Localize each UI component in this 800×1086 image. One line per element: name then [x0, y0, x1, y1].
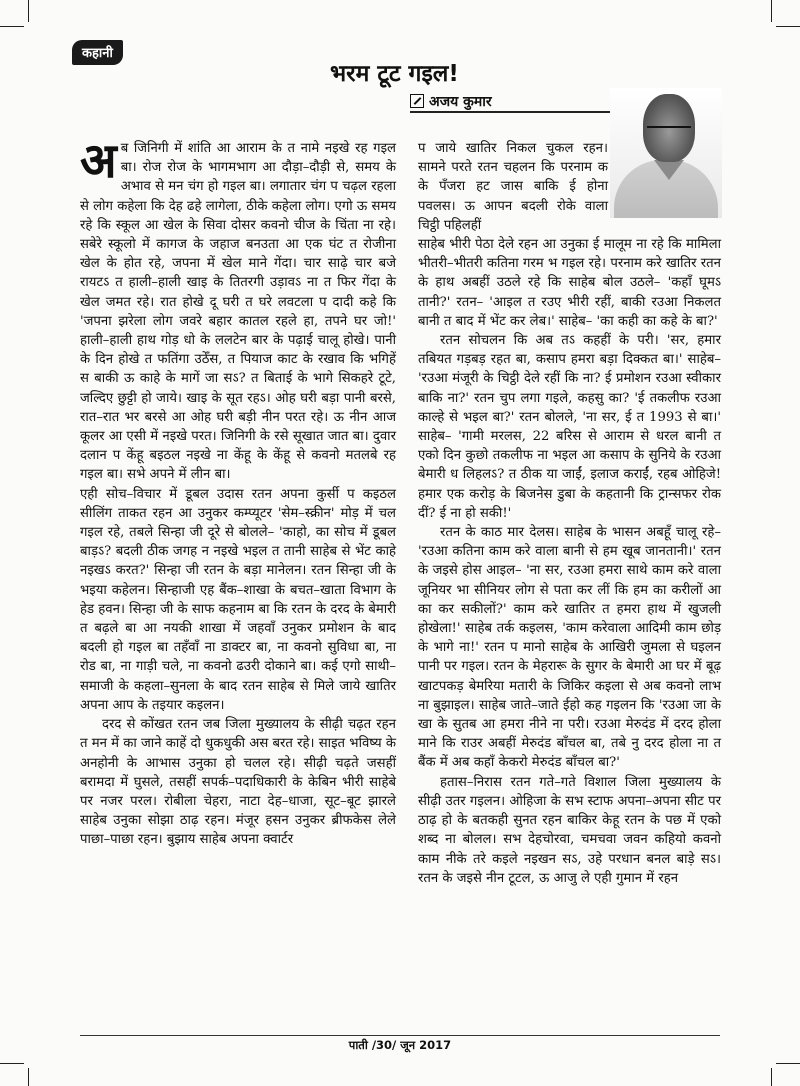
body-column-right: [418, 235, 721, 888]
paragraph: साहेब भीरी पेठा देले रहन आ उनुका ई मालूम ना रहे कि मामिला भीतरी–भीतरी कतिना गरम भ गइल रहे। परनाम करे खातिर रतन के हाथ अबहीं उठले रहे कि साहेब बोल उठले– 'कहाँ घूमऽ तानी?' रतन– 'आइल त रउए भीरी रहीं, बाकी रउआ निकलत बानी त बाद में भेंट कर लेब।' साहेब– 'का कही का कहे के बा?': [418, 237, 721, 329]
author-byline: [410, 92, 492, 110]
photo-glasses: [647, 126, 691, 136]
footer-rule: [80, 1035, 720, 1036]
page-footer: पाती /30/ जून 2017: [348, 1038, 452, 1052]
body-column-left: [80, 133, 396, 850]
pen-icon: [410, 94, 424, 108]
crop-mark: [28, 0, 29, 22]
crop-mark: [0, 26, 24, 27]
paragraph: रतन सोचलन कि अब तऽ कहहीं के परी। 'सर, हमार तबियत गड़बड़ रहत बा, कसाप हमरा बड़ा दिक्कत बा।' साहेब– 'रउआ मंजूरी के चिट्ठी देले रहीं कि ना? ई प्रमोशन रउआ स्वीकार बाकि ना?' रतन चुप लगा गइले, कहसु का? 'ई तकलीफ रउआ काल्हे से भइल बा?' रतन बोलले, 'ना सर, ई त 1993 से बा।' साहेब– 'गामी मरलस, 22 बरिस से आराम से धरल बानी त एको दिन कुछो तकलीफ ना भइल आ कसाप के सुनिये के रउआ बेमारी ध लिहलऽ? त ठीक या जाईं, इलाज कराईं, रहब ओहिजे! हमार एक करोड़ के बिजनेस डुबा के कहतानी कि ट्रान्सफर रोक दीं? ई ना हो सकी!': [418, 333, 721, 521]
paragraph: एही सोच–विचार में डूबल उदास रतन अपना कुर्सी प कइठल सीलिंग ताकत रहन आ उनुकर कम्प्यूटर 'सेम–स्क्रीन' मोड़ में चल गइल रहे, तबले सिन्हा जी दूरे से बोलले– 'काहो, का सोच में डूबल बाड़ऽ? बदली ठीक जगह न नइखे भइल त तानी साहेब से भेंट काहे नइखऽ करत?' सिन्हा जी रतन के बड़ा मानेलन। रतन सिन्हा जी के भइया कहेलन। सिन्हाजी एह बैंक–शाखा के बचत–खाता विभाग के हेड हवन। सिन्हा जी के साफ कहनाम बा कि रतन के दरद के बेमारी त बढ़ले बा आ नयकी शाखा में जहवाँ उनुकर प्रमोशन के बाद बदली हो गइल बा तहँवाँ ना डाक्टर बा, ना कवनो सुविधा बा, ना रोड बा, ना गाड़ी चले, ना कवनो ढउरी दोकाने बा। कई एगो साथी–समाजी के कहला–सुनला के बाद रतन साहेब से मिले जाये खातिर अपना आप के तइयार कइलन।: [80, 486, 396, 713]
author-photo: [610, 88, 722, 218]
crop-mark: [771, 0, 772, 22]
crop-mark: [0, 1063, 24, 1064]
body-column-right-top: [418, 139, 608, 235]
paragraph: रतन के काठ मार देलस। साहेब के भासन अबहूँ चालू रहे– 'रउआ कतिना काम करे वाला बानी से हम खूब जानतानी।' रतन के जइसे होस आइल– 'ना सर, रउआ हमरा साथे काम करे वाला जूनियर भा सीनियर लोग से पता कर लीं कि हम का करीलों आ का कर सकीलों?' काम करे खातिर त हमरा हाथ में खुजली होखेला!' साहेब तर्क कइलस, 'काम करेवाला आदिमी काम छोड़ के भागे ना!' रतन प मानो साहेब के आखिरी जुमला से घइलन पानी पर गइल। रतन के मेहरारू के सुगर के बेमारी आ घर में बूढ़ खाटपकड़ बेमरिया मतारी के जिकिर कइला से अब कवनो लाभ ना बुझाइल। साहेब जाते–जाते ईहो कह गइलन कि 'रउआ जा के खा के सुतब आ हमरा नीने ना परी। रउआ मेरुदंड में दरद होला माने कि राउर अबहीं मेरुदंड बाँचल बा, तबे नु दरद होला ना त बैंक में अब कहाँ केकरो मेरुदंड बाँचल बा?': [418, 525, 721, 771]
crop-mark: [776, 26, 800, 27]
paragraph: दरद से कोंखत रतन जब जिला मुख्यालय के सीढ़ी चढ़त रहन त मन में का जाने काहें दो धुकधुकी अस बरत रहे। साइत भविष्य के अनहोनी के आभास उनुका हो चलल रहे। सीढ़ी चढ़ते जसहीं बरामदा में घुसले, तसहीं सपर्क–पदाधिकारी के केबिन भीरी साहेबे पर नजर परल। रोबीला चेहरा, नाटा देह–धाजा, सूट–बूट झारले साहेब उनुका सोझा ठाढ़ रहन। मंजूर हसन उनुकर ब्रीफकेस लेले पाछा–पाछा रहन। बुझाय साहेब अपना क्वार्टर: [80, 717, 396, 848]
section-tag: कहानी: [72, 40, 123, 65]
paragraph-text: ब जिनिगी में शांति आ आराम के त नामे नइखे रह गइल बा। रोज रोज के भागमभाग आ दौड़ा–दौड़ी से, समय के अभाव से मन चंग हो गइल बा। लगातार चंग प चढ़ल रहला से लोग कहेला कि देह ढहे लागेला, ठीके कहेला लोग। एगो ऊ समय रहे कि स्कूल आ खेल के सिवा दोसर कवनो चीज के चिंता ना रहे। सबेरे स्कूलो में कागज के जहाज बनउता आ एक घंट त रोजीना खेल के होत रहे, जपना में खेल माने गेंदा। चार साढ़े चार बजे रायटऽ त हाली–हाली खाइ के तितरगी उड़ावऽ ना त फिर गेंदा के खेल जमत रहे। रात होखे दू घरी त घरे लवटला प दादी कहे कि 'जपना झरेला लोग जवरे बहार कातल रहले हा, तपने घर जो!' हाली–हाली हाथ गोड़ धो के ललटेन बार के पढ़ाई चालू होखे। पानी के दिन होखे त फतिंगा उठेँस, त पियाज काट के रखाव कि भगिहें स बाकी ऊ काहे के मागें जा सऽ? त बिताई के भागे सिकहरे टूटे, जल्दिए छुट्टी हो जाये। खाइ के सूत रहऽ। ओह घरी बड़ा पानी बरसे, रात–रात भर बरसे आ ओह घरी बड़ी नीन परत रहे। ऊ नीन आज कूलर आ एसी में नइखे परत। जिनिगी के रसे सूखात जात बा। दुवार दलान प केंहू बइठल नइखे ना केंहू के केंहू से कवनो मतलबे रह गइल बा। सभे अपने में लीन बा।: [80, 141, 396, 483]
crop-mark: [28, 1068, 29, 1086]
crop-mark: [771, 1068, 772, 1086]
paragraph: [80, 133, 396, 485]
story-title: भरम टूट गइल!: [330, 61, 459, 87]
paragraph: प जाये खातिर निकल चुकल रहन। सामने परते रतन चहलन कि परनाम क के पँजरा हट जास बाकि ई होना पवलस। ऊ आपन बदली रोके वाला चिट्ठी पहिलहीं: [418, 141, 608, 233]
drop-cap: अ: [80, 133, 117, 189]
crop-mark: [776, 1063, 800, 1064]
paragraph: हतास–निरास रतन गते–गते विशाल जिला मुख्यालय के सीढ़ी उतर गइलन। ओहिजा के सभ स्टाफ अपना–अपना सीट पर ठाढ़ हो के बतकही सुनत रहन बाकिर केहू रतन के पछ में एको शब्द ना बोलल। सभ देहचोरवा, चमचवा जवन कहियो कवनो काम नीके तरे कइले नइखन सऽ, उहे परधान बनल बाड़े सऽ। रतन के जइसे नीन टूटल, ऊ आजु ले एही गुमान में रहन: [418, 774, 721, 886]
author-name: अजय कुमार: [429, 93, 492, 110]
